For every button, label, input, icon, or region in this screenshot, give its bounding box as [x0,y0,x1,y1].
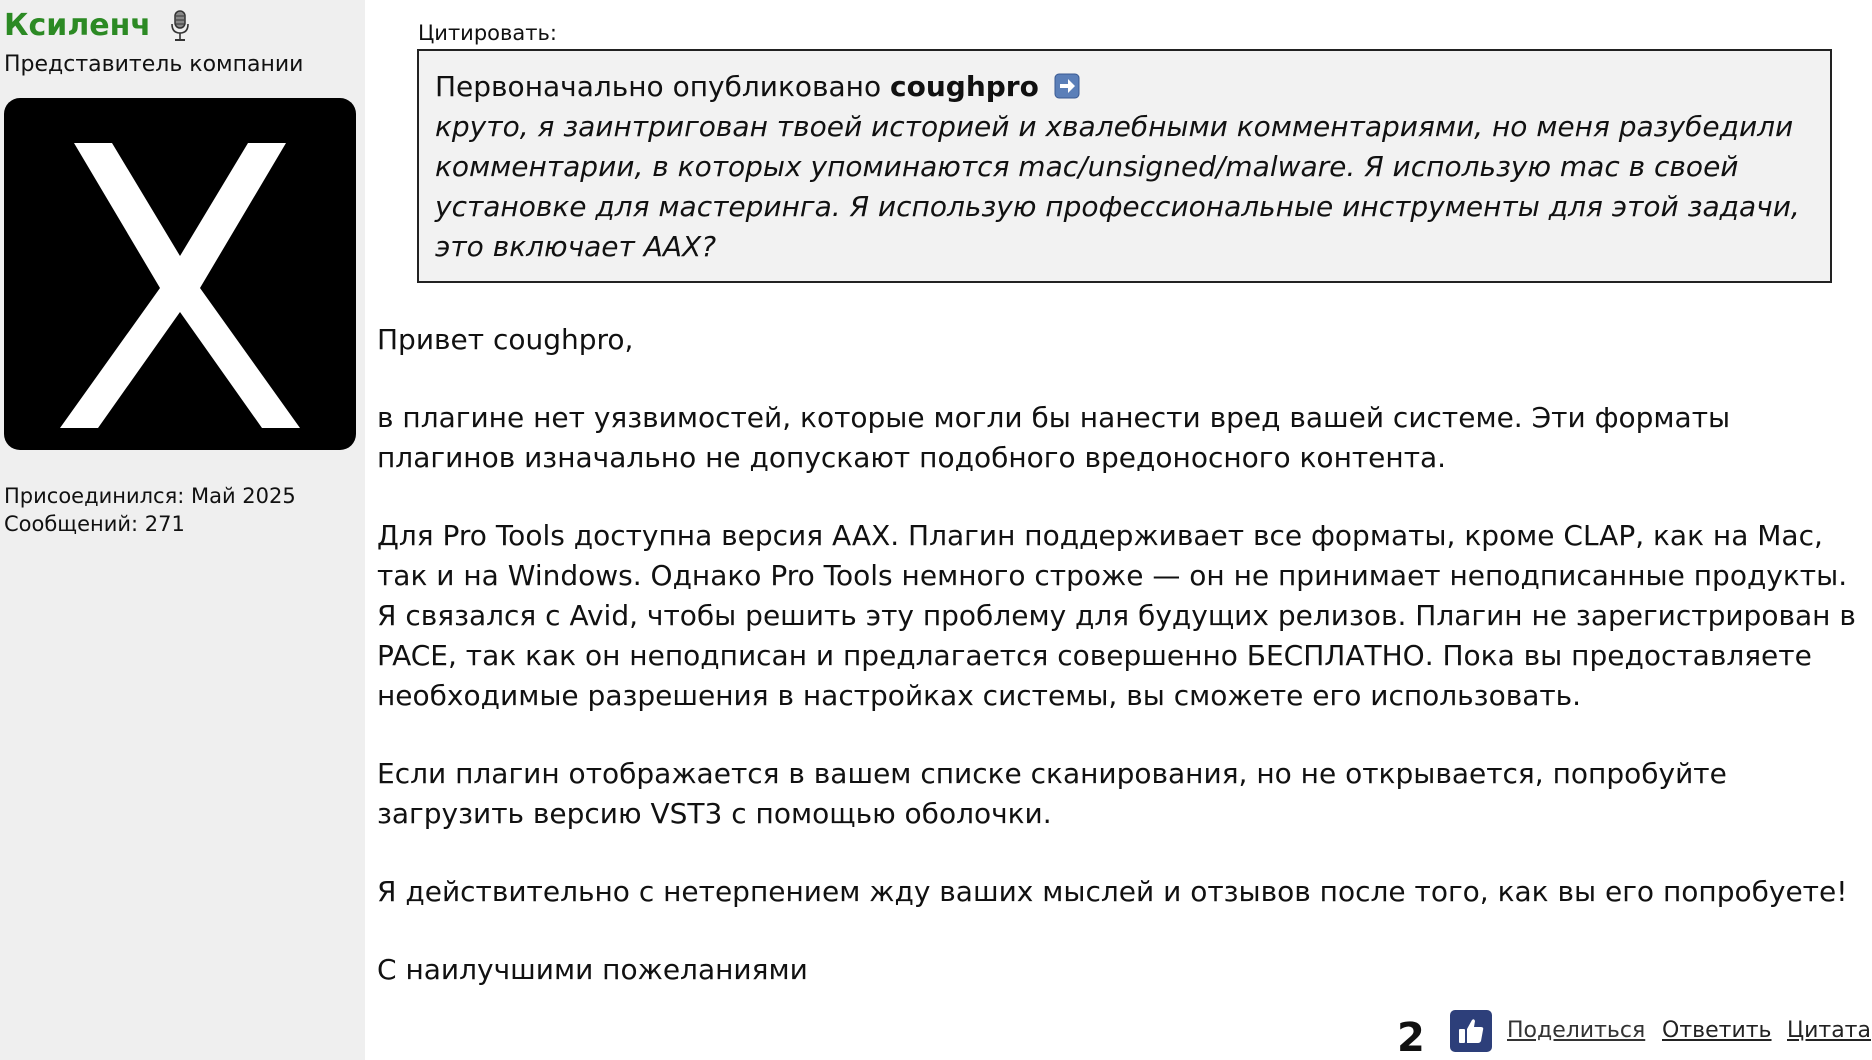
like-count: 2 [1397,1015,1425,1060]
like-button[interactable] [1450,1010,1492,1052]
quote-prefix: Первоначально опубликовано [435,70,882,103]
username-link[interactable]: Ксиленч [4,8,151,43]
post-body [377,320,1857,1028]
quote-header [435,67,1814,107]
post-paragraph: Для Pro Tools доступна версия AAX. Плагин поддерживает все форматы, кроме CLAP, как на Mac, так и на Windows. Однако Pro Tools немного строже — он не принимает неподписанные продукты. Я связался с Avid, чтобы решить эту проблему для будущих релизов. Плагин не зарегистрирован в PACE, так как он неподписан и предлагается совершенно БЕСПЛАТНО. Пока вы предоставляете необходимые разрешения в настройках системы, вы сможете его использовать. [377,519,1856,712]
user-row [4,4,365,48]
user-meta [4,482,365,538]
post-paragraph: Я действительно с нетерпением жду ваших мыслей и отзывов после того, как вы его попробуете! [377,875,1848,908]
quote-label: Цитировать: [418,21,557,45]
post-content [365,0,1872,1060]
post-paragraph: в плагине нет уязвимостей, которые могли бы нанести вред вашей системе. Эти форматы плагинов изначально не допускают подобного вредоносного контента. [377,401,1731,474]
user-title: Представитель компании [4,52,304,77]
view-post-arrow-icon[interactable] [1054,70,1080,96]
reply-link[interactable]: Ответить [1662,1018,1772,1043]
post-footer [365,1010,1871,1060]
quote-box [417,49,1832,283]
post-paragraph: С наилучшими пожеланиями [377,953,808,986]
post-paragraph: Привет coughpro, [377,323,634,356]
thumbs-up-icon [1456,1016,1486,1046]
quote-author: coughpro [890,70,1039,103]
microphone-icon [169,10,191,42]
share-link[interactable]: Поделиться [1507,1018,1646,1043]
author-sidebar [0,0,365,1060]
post-count: Сообщений: 271 [4,512,185,536]
join-date: Присоединился: Май 2025 [4,484,296,508]
quote-link[interactable]: Цитата [1787,1018,1871,1043]
avatar[interactable] [4,98,356,450]
quote-text: круто, я заинтригован твоей историей и хвалебными комментариями, но меня разубедили комментарии, в которых упоминаются mac/unsigned/malware. Я использую mac в своей установке для мастеринга. Я использую профессиональные инструменты для этой задачи, это включает AAX? [435,110,1800,263]
avatar-letter-icon [4,98,356,450]
post-paragraph: Если плагин отображается в вашем списке сканирования, но не открывается, попробуйте загрузить версию VST3 с помощью оболочки. [377,757,1727,830]
